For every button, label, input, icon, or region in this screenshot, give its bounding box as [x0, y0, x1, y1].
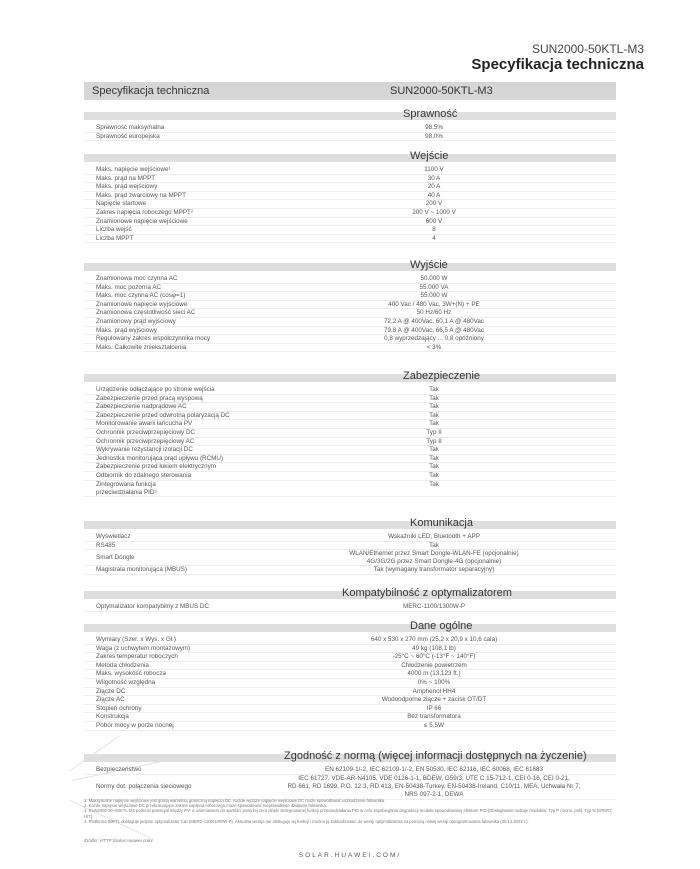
spec-value: 50.000 W — [420, 275, 448, 282]
section-title: Sprawność — [403, 108, 458, 120]
spec-key: RS485 — [96, 541, 116, 549]
spec-row — [84, 446, 616, 455]
spec-value: Chłodzenie powietrzem — [401, 661, 467, 669]
spec-value: Tak — [429, 463, 439, 471]
spec-row — [84, 688, 616, 697]
spec-row — [84, 133, 616, 142]
spec-key: Monitorowanie awarii łańcucha PV — [96, 420, 193, 428]
spec-value: 98,0% — [425, 132, 443, 140]
spec-row — [84, 463, 616, 472]
spec-rows — [84, 636, 616, 731]
spec-key: Jednostka monitorująca prąd upływu (RCMU) — [96, 454, 224, 462]
spec-row — [84, 226, 616, 235]
spec-rows — [84, 766, 616, 800]
spec-row — [84, 192, 616, 201]
spec-row — [84, 183, 616, 192]
spec-value: -25°C ~ 60°C (-13°F ~ 140°F) — [392, 653, 476, 661]
spec-row — [84, 670, 616, 679]
spec-key: Bezpieczeństwo — [96, 766, 142, 773]
spec-row — [84, 696, 616, 705]
spec-value: Tak — [429, 403, 439, 411]
spec-value: Tak — [429, 411, 439, 419]
section-header-bar — [84, 154, 616, 162]
spec-value: 49 kg (108,1 lb) — [412, 644, 456, 652]
spec-row — [84, 429, 616, 438]
spec-value: < 3% — [426, 343, 442, 351]
spec-key: Maks. prąd wyjściowy — [96, 326, 157, 334]
header-model: SUN2000-50KTL-M3 — [531, 42, 644, 56]
spec-value: 4000 m (13.123 ft.) — [407, 670, 461, 678]
spec-value: Tak — [429, 394, 439, 402]
spec-value: 0,8 wyprzedzający ... 0,8 opóźniony — [384, 335, 484, 343]
footnote: 3. SUN2000-30~50KTL-M3 podnosi potencjał między PV- a uziemieniem do wartości powyżej zera dzięki zintegrowanej funkcji przeciwdziałania PID w celu zapobiegania degradacji modułu spowodowanej efektem PID (Obsługiwane rodzaje modułów: Typ P (mono, poli), Typ N (nPERT, HIT). — [84, 808, 613, 819]
spec-rows — [84, 275, 616, 352]
section-title: Dane ogólne — [410, 620, 473, 632]
section-title: Komunikacja — [410, 517, 473, 529]
spec-key: Znamionowy prąd wyjściowy — [96, 317, 176, 325]
section-header — [84, 620, 616, 636]
spec-row — [84, 636, 616, 645]
spec-row — [84, 327, 616, 336]
spec-key: Zabezpieczenie przed łukiem elektrycznym — [96, 463, 217, 471]
spec-key: Zabezpieczenie nadprądowe AC — [96, 403, 187, 411]
spec-top-bar-label: Specyfikacja techniczna — [92, 85, 210, 97]
section-komunikacja — [84, 517, 616, 575]
section-header — [84, 587, 616, 603]
section-header — [84, 750, 616, 766]
spec-row — [84, 775, 616, 800]
spec-key: Znamionowe napięcie wejściowe — [96, 217, 188, 225]
spec-key-line: przeciwdziałania PID³ — [96, 488, 157, 496]
spec-value-line: IEC 61727, VDE-AR-N4105, VDE 0126-1-1, BDEW, G59/3, UTE C 15-712-1, CEI 0-16, CEI 0-21, — [298, 774, 570, 782]
spec-key: Pobór mocy w porze nocnej — [96, 721, 174, 729]
spec-value: 50 Hz/60 Hz — [416, 309, 452, 317]
spec-value: 72,2 A @ 400Vac, 60,1 A @ 480Vac — [383, 317, 485, 325]
spec-row — [84, 301, 616, 310]
spec-key: Sprawność maksymalna — [96, 124, 165, 131]
section-header-bar — [84, 263, 616, 271]
spec-key: Znamionowa częstotliwość sieci AC — [96, 309, 196, 317]
spec-row — [84, 542, 616, 551]
spec-row — [84, 455, 616, 464]
spec-row — [84, 218, 616, 227]
spec-row — [84, 412, 616, 421]
spec-row — [84, 395, 616, 404]
spec-value-line: 4G/3G/2G przez Smart Dongle-4G (opcjonalnie) — [366, 558, 502, 566]
spec-value — [264, 775, 604, 799]
spec-row — [84, 662, 616, 671]
section-title: Wejście — [410, 150, 449, 162]
section-header — [84, 150, 616, 166]
spec-row — [84, 318, 616, 327]
spec-row — [84, 566, 616, 575]
spec-value: Tak — [429, 454, 439, 462]
spec-key: Złącze AC — [96, 696, 125, 704]
spec-key: Zakres temperatur roboczych — [96, 653, 178, 661]
spec-row — [84, 386, 616, 395]
footnote: 1. Maksymalne napięcie wejściowe jest górną wartością graniczną napięcia DC. Każde wyższe napięcie wejściowe DC może spowodować uszkodzenie falownika. — [84, 798, 386, 803]
spec-row — [84, 653, 616, 662]
spec-key: Konstrukcja — [96, 713, 129, 721]
spec-key-line: Zintegrowana funkcja — [96, 480, 156, 488]
spec-row — [84, 713, 616, 722]
spec-key: Sprawność europejska — [96, 132, 160, 140]
spec-row — [84, 679, 616, 688]
spec-value: 400 Vac / 480 Vac, 3W+(N) + PE — [388, 300, 480, 308]
spec-value: 8 — [432, 226, 436, 234]
spec-rows — [84, 166, 616, 243]
spec-value: 1100 V — [424, 166, 444, 173]
spec-row — [84, 766, 616, 775]
spec-rows — [84, 603, 616, 612]
header-title: Specyfikacja techniczna — [471, 56, 644, 73]
section-header — [84, 370, 616, 386]
spec-row — [84, 420, 616, 429]
spec-row — [84, 284, 616, 293]
spec-key: Odbiornik do zdalnego sterowania — [96, 471, 192, 479]
spec-row — [84, 722, 616, 731]
section-wejscie — [84, 150, 616, 243]
spec-value: 30 A — [427, 174, 441, 182]
footer-url[interactable]: SOLAR.HUAWEI.COM/ — [298, 852, 402, 859]
spec-key: Maks. moc czynna AC (cosφ=1) — [96, 292, 186, 300]
section-header — [84, 517, 616, 533]
spec-key: Znamionowa moc czynna AC — [96, 275, 178, 282]
spec-key: Magistrala monitorująca (MBUS) — [96, 566, 187, 574]
spec-key: Maks. moc pozorna AC — [96, 283, 162, 291]
spec-value-line: NRS 097-2-1, DEWA — [404, 790, 464, 798]
section-title: Zgodność z normą (więcej informacji dostępnych na życzenie) — [284, 750, 587, 762]
spec-rows — [84, 124, 616, 141]
spec-value: 40 A — [427, 191, 441, 199]
spec-key: Maks. Całkowite zniekształcenia — [96, 343, 187, 351]
spec-row — [84, 309, 616, 318]
spec-rows — [84, 386, 616, 497]
spec-key: Metoda chłodzenia — [96, 661, 149, 669]
spec-value: 4 — [432, 234, 436, 242]
spec-key — [96, 481, 157, 497]
spec-value: Wodoodporne złącze + zacisk OT/DT — [381, 696, 487, 704]
section-header-bar — [84, 521, 616, 529]
spec-value: 55.000 VA — [419, 283, 449, 291]
spec-row — [84, 533, 616, 542]
source-link[interactable]: Źródło: HTTP://solar.Huawei.com/ — [84, 838, 153, 843]
spec-value: Amphenol HH4 — [412, 687, 456, 695]
spec-row — [84, 166, 616, 175]
section-header — [84, 259, 616, 275]
spec-top-bar-model: SUN2000-50KTL-M3 — [390, 85, 493, 97]
spec-row — [84, 344, 616, 353]
spec-rows — [84, 533, 616, 575]
spec-row — [84, 705, 616, 714]
spec-row — [84, 438, 616, 447]
spec-key: Waga (z uchwytem montażowym) — [96, 644, 191, 652]
spec-key: Złącze DC — [96, 687, 126, 695]
footnotes — [84, 798, 616, 824]
spec-key: Znamionowe napięcie wyjściowe — [96, 300, 188, 308]
spec-value: Tak — [429, 471, 439, 479]
spec-key: Optymalizator kompatybilny z MBUS DC — [96, 603, 210, 610]
spec-value: Tak — [429, 446, 439, 454]
spec-value: MERC-1100/1300W-P — [402, 603, 466, 610]
spec-key: Wyświetlacz — [96, 533, 131, 540]
spec-key: Urządzenie odłączające po stronie wejścia — [96, 386, 215, 393]
spec-value: Tak — [429, 480, 439, 488]
spec-value: Tak — [429, 420, 439, 428]
spec-value: EN 62109-1/-2, IEC 62109-1/-2, EN 50530, IEC 62116, IEC 60068, IEC 61683 — [325, 766, 543, 773]
spec-row — [84, 235, 616, 244]
spec-row — [84, 200, 616, 209]
spec-value: ≤ 5,5W — [424, 721, 444, 729]
spec-key: Liczba MPPT — [96, 234, 134, 242]
spec-key: Zakres napięcia roboczego MPPT² — [96, 208, 193, 216]
spec-value: Tak (wymagany transformator separacyjny) — [373, 566, 495, 574]
spec-key: Liczba wejść — [96, 226, 132, 234]
spec-value: 20 A — [427, 183, 441, 191]
spec-key: Maks. prąd wejściowy — [96, 183, 158, 191]
spec-value: Typ II — [426, 437, 442, 445]
section-dane-ogolne — [84, 620, 616, 731]
spec-row — [84, 603, 616, 612]
spec-value: 98,5% — [425, 124, 443, 131]
spec-key: Ochronnik przeciwprzepięciowy DC — [96, 428, 196, 436]
section-header-bar — [84, 374, 616, 382]
spec-row — [84, 209, 616, 218]
spec-row — [84, 124, 616, 133]
spec-key: Napięcie startowe — [96, 200, 147, 208]
spec-key: Maks. napięcie wejściowe¹ — [96, 166, 171, 173]
spec-value — [334, 550, 534, 566]
spec-key: Ochronnik przeciwprzepięciowy AC — [96, 437, 195, 445]
spec-value-line: WLAN/Ethernet przez Smart Dongle-WLAN-FE (opcjonalnie) — [349, 550, 519, 558]
spec-key: Wykrywanie rezystancji izolacji DC — [96, 446, 193, 454]
spec-key: Normy dot. połączenia sieciowego — [96, 782, 192, 790]
spec-row — [84, 175, 616, 184]
spec-value: Typ II — [426, 428, 442, 436]
spec-value: 200 V — [425, 200, 443, 208]
section-zgodnosc — [84, 750, 616, 800]
spec-row — [84, 645, 616, 654]
spec-value: 0% ~ 100% — [417, 678, 451, 686]
section-wyjscie — [84, 259, 616, 352]
spec-row — [84, 292, 616, 301]
spec-row — [84, 275, 616, 284]
spec-key: Stopień ochrony — [96, 704, 142, 712]
spec-value: Tak — [429, 386, 439, 393]
spec-key: Regulowany zakres współczynnika mocy — [96, 335, 211, 343]
section-zabezpieczenie — [84, 370, 616, 497]
spec-value: 600 V — [425, 217, 443, 225]
section-header — [84, 108, 616, 124]
spec-value: Bez transformatora — [407, 713, 461, 721]
spec-value: Wskaźniki LED, Bluetooth + APP — [388, 533, 480, 540]
section-kompatybilnosc — [84, 587, 616, 612]
spec-key: Smart Dongle — [96, 554, 135, 562]
section-title: Zabezpieczenie — [403, 370, 481, 382]
spec-row — [84, 403, 616, 412]
section-header-bar — [84, 112, 616, 120]
section-header-bar — [84, 624, 616, 632]
footnote: 2. Każde napięcie wejściowe DC przekraczające zakres napięcia roboczego może spowodować nieprawidłowe działanie falownika. — [84, 803, 328, 809]
spec-key: Maks. prąd zwarciowy na MPPT — [96, 191, 186, 199]
spec-value: Tak — [429, 541, 439, 549]
spec-value: 200 V ~ 1000 V — [412, 208, 456, 216]
spec-value: IP 66 — [426, 704, 442, 712]
spec-value-line: RD 661, RD 1699, P.O. 12.3, RD 413, EN-50438-Turkey, EN-50438-Ireland, C10/11, MEA, Uchwała Nr 7, — [287, 782, 581, 790]
spec-value: 640 x 530 x 270 mm (25,2 x 20,9 x 10,6 cala) — [370, 636, 498, 643]
spec-key: Wymiary (Szer. x Wys. x Gł.) — [96, 636, 176, 643]
section-title: Wyjście — [410, 259, 448, 271]
spec-key: Maks. wysokość robocza — [96, 670, 166, 678]
spec-row — [84, 335, 616, 344]
spec-key: Zabezpieczenie przed pracą wyspową — [96, 394, 203, 402]
spec-top-bar — [84, 82, 616, 100]
spec-value: 79,8 A @ 400Vac, 66,5 A @ 480Vac — [383, 326, 485, 334]
spec-row — [84, 472, 616, 481]
footnote: 4. Platforma 50KTL obsługuje jedynie optymalizator C&I (MERC-1100/1300W-P). Aktualna wersja nie obsługuje tej funkcji i można ją zaktualizować do wersji optymalizatora za pomocą nowej wersji oprogramowania falownika (30.12.2022 r.). — [84, 818, 529, 824]
section-sprawnosc — [84, 108, 616, 141]
section-title: Kompatybilność z optymalizatorem — [342, 587, 512, 599]
spec-row — [84, 481, 616, 497]
spec-row — [84, 550, 616, 566]
spec-key: Wilgotność względna — [96, 678, 156, 686]
spec-key: Zabezpieczenie przed odwrotną polaryzacją DC — [96, 411, 230, 419]
spec-key: Maks. prąd na MPPT — [96, 174, 156, 182]
spec-value: 55.000 W — [420, 292, 448, 300]
